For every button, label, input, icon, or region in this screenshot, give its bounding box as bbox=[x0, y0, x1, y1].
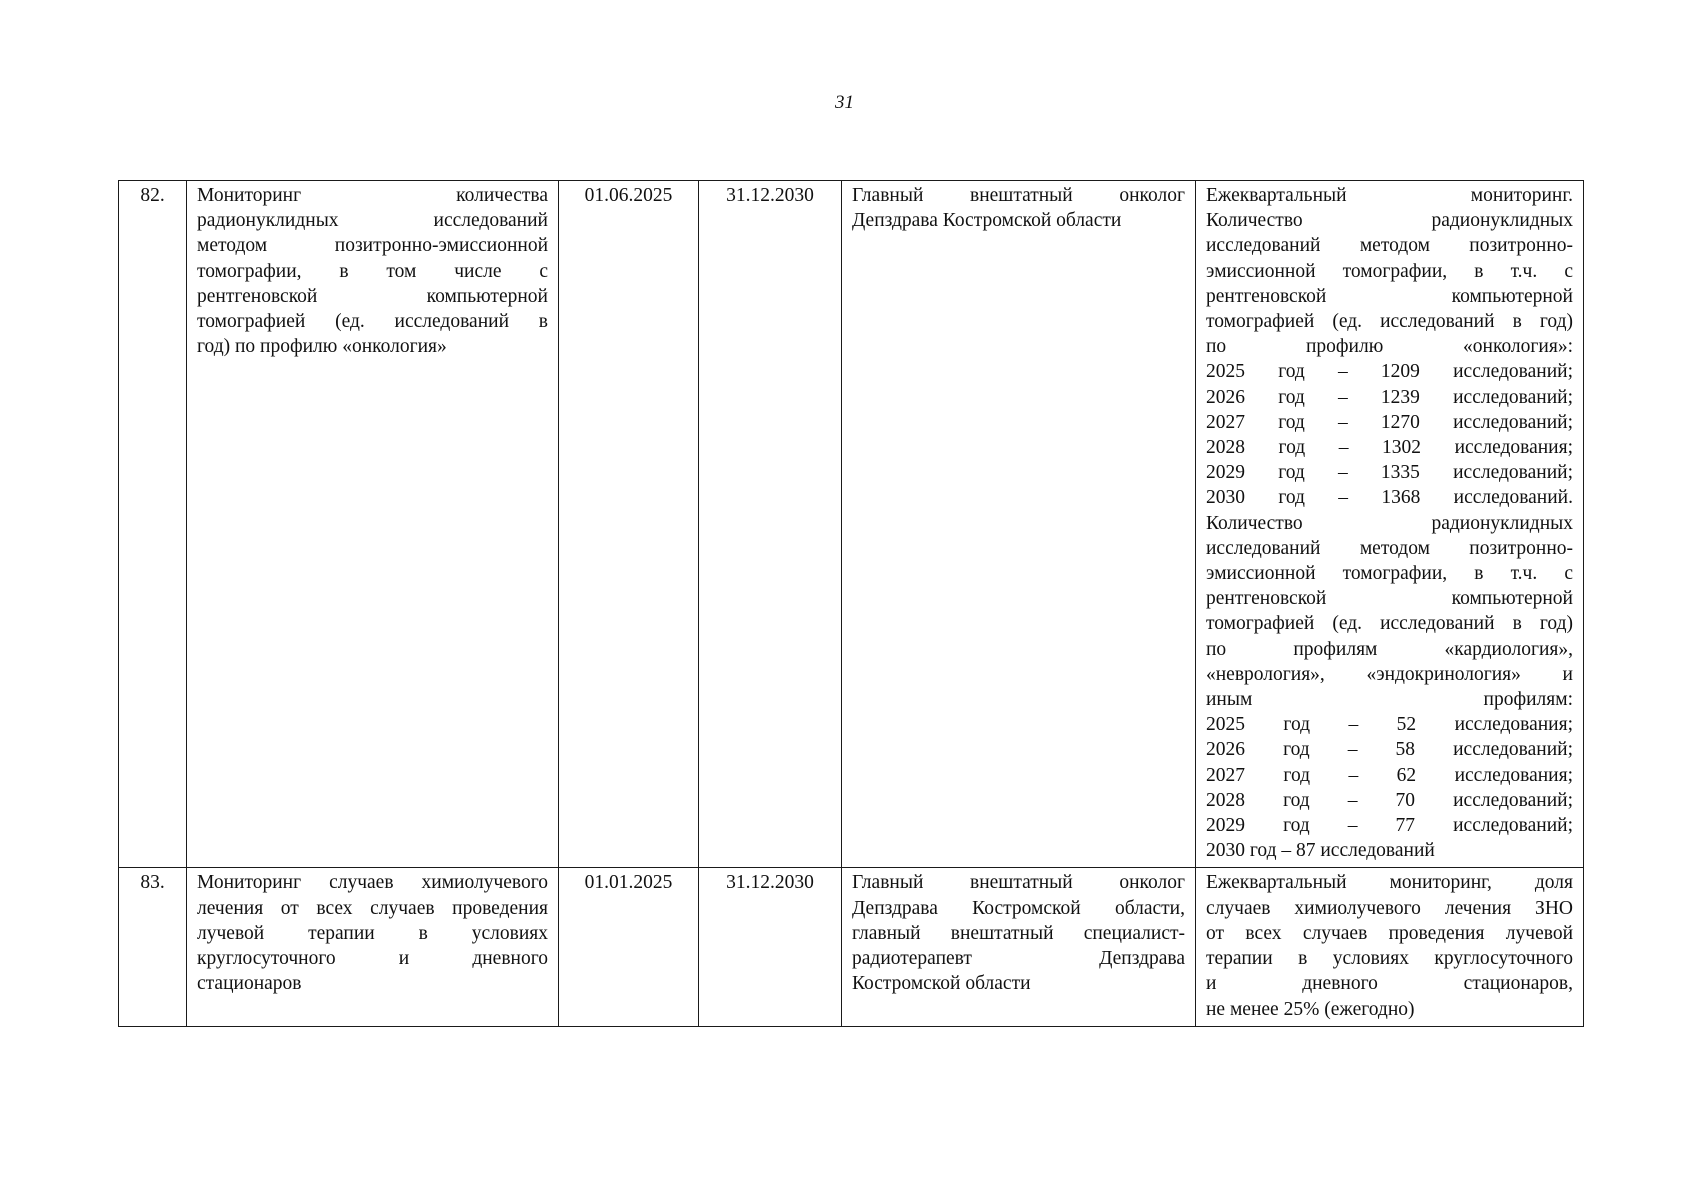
activity-line: рентгеновской компьютерной bbox=[197, 285, 548, 307]
result-line: 2026 год – 58 исследований; bbox=[1206, 739, 1573, 761]
result-line: 2025 год – 52 исследования; bbox=[1206, 714, 1573, 736]
result-line: 2027 год – 1270 исследований; bbox=[1206, 411, 1573, 433]
responsible-cell bbox=[842, 868, 1196, 1026]
activity-line: лечения от всех случаев проведения bbox=[197, 897, 548, 919]
result-line: по профилю «онкология»: bbox=[1206, 336, 1573, 358]
result-line: по профилям «кардиология», bbox=[1206, 638, 1573, 660]
responsible-line: Костромской области bbox=[852, 973, 1031, 995]
activity-line: Мониторинг количества bbox=[197, 185, 548, 206]
result-line: Ежеквартальный мониторинг. bbox=[1206, 185, 1573, 206]
result-line: исследований методом позитронно- bbox=[1206, 537, 1573, 559]
responsible-line: Депздрава Костромской области bbox=[852, 210, 1122, 232]
start-date: 01.01.2025 bbox=[559, 868, 699, 1026]
result-line: рентгеновской компьютерной bbox=[1206, 285, 1573, 307]
table-row bbox=[119, 181, 1584, 868]
result-line: 2025 год – 1209 исследований; bbox=[1206, 361, 1573, 383]
result-line: Количество радионуклидных bbox=[1206, 210, 1573, 232]
result-cell bbox=[1196, 181, 1584, 868]
result-line: 2029 год – 77 исследований; bbox=[1206, 815, 1573, 837]
result-line: исследований методом позитронно- bbox=[1206, 235, 1573, 257]
activity-line: круглосуточного и дневного bbox=[197, 948, 548, 970]
result-line: Ежеквартальный мониторинг, доля bbox=[1206, 872, 1573, 894]
result-line: терапии в условиях круглосуточного bbox=[1206, 948, 1573, 970]
activity-line: томографией (ед. исследований в bbox=[197, 311, 548, 333]
result-cell bbox=[1196, 868, 1584, 1026]
responsible-line: Главный внештатный онколог bbox=[852, 872, 1185, 894]
result-line: 2029 год – 1335 исследований; bbox=[1206, 462, 1573, 484]
responsible-line: радиотерапевт Депздрава bbox=[852, 948, 1185, 970]
result-line: 2027 год – 62 исследования; bbox=[1206, 764, 1573, 786]
activity-line: стационаров bbox=[197, 973, 302, 995]
responsible-line: Депздрава Костромской области, bbox=[852, 897, 1185, 919]
result-line: эмиссионной томографии, в т.ч. с bbox=[1206, 563, 1573, 585]
activity-line: томографии, в том числе с bbox=[197, 260, 548, 282]
row-number: 83. bbox=[119, 868, 187, 1026]
result-line: эмиссионной томографии, в т.ч. с bbox=[1206, 260, 1573, 282]
result-line: 2026 год – 1239 исследований; bbox=[1206, 386, 1573, 408]
page-number: 31 bbox=[835, 92, 854, 113]
responsible-line: Главный внештатный онколог bbox=[852, 185, 1185, 206]
activity-line: методом позитронно-эмиссионной bbox=[197, 235, 548, 257]
plan-table bbox=[118, 180, 1584, 1027]
activity-line: год) по профилю «онкология» bbox=[197, 336, 447, 358]
result-line: рентгеновской компьютерной bbox=[1206, 588, 1573, 610]
end-date: 31.12.2030 bbox=[699, 868, 842, 1026]
result-line: не менее 25% (ежегодно) bbox=[1206, 998, 1415, 1020]
result-line: 2028 год – 1302 исследования; bbox=[1206, 437, 1573, 459]
activity-line: Мониторинг случаев химиолучевого bbox=[197, 872, 548, 894]
activity-cell bbox=[187, 181, 559, 868]
activity-line: лучевой терапии в условиях bbox=[197, 922, 548, 944]
activity-line: радионуклидных исследований bbox=[197, 210, 548, 232]
table-row bbox=[119, 868, 1584, 1026]
result-line: 2030 год – 87 исследований bbox=[1206, 840, 1435, 862]
responsible-cell bbox=[842, 181, 1196, 868]
result-line: от всех случаев проведения лучевой bbox=[1206, 922, 1573, 944]
end-date: 31.12.2030 bbox=[699, 181, 842, 868]
result-line: 2030 год – 1368 исследований. bbox=[1206, 487, 1573, 509]
responsible-line: главный внештатный специалист- bbox=[852, 922, 1185, 944]
activity-cell bbox=[187, 868, 559, 1026]
result-line: томографией (ед. исследований в год) bbox=[1206, 613, 1573, 635]
row-number: 82. bbox=[119, 181, 187, 868]
result-line: 2028 год – 70 исследований; bbox=[1206, 789, 1573, 811]
result-line: «неврология», «эндокринология» и bbox=[1206, 663, 1573, 685]
result-line: иным профилям: bbox=[1206, 689, 1573, 711]
start-date: 01.06.2025 bbox=[559, 181, 699, 868]
result-line: Количество радионуклидных bbox=[1206, 512, 1573, 534]
result-line: томографией (ед. исследований в год) bbox=[1206, 311, 1573, 333]
result-line: и дневного стационаров, bbox=[1206, 973, 1573, 995]
result-line: случаев химиолучевого лечения ЗНО bbox=[1206, 897, 1573, 919]
